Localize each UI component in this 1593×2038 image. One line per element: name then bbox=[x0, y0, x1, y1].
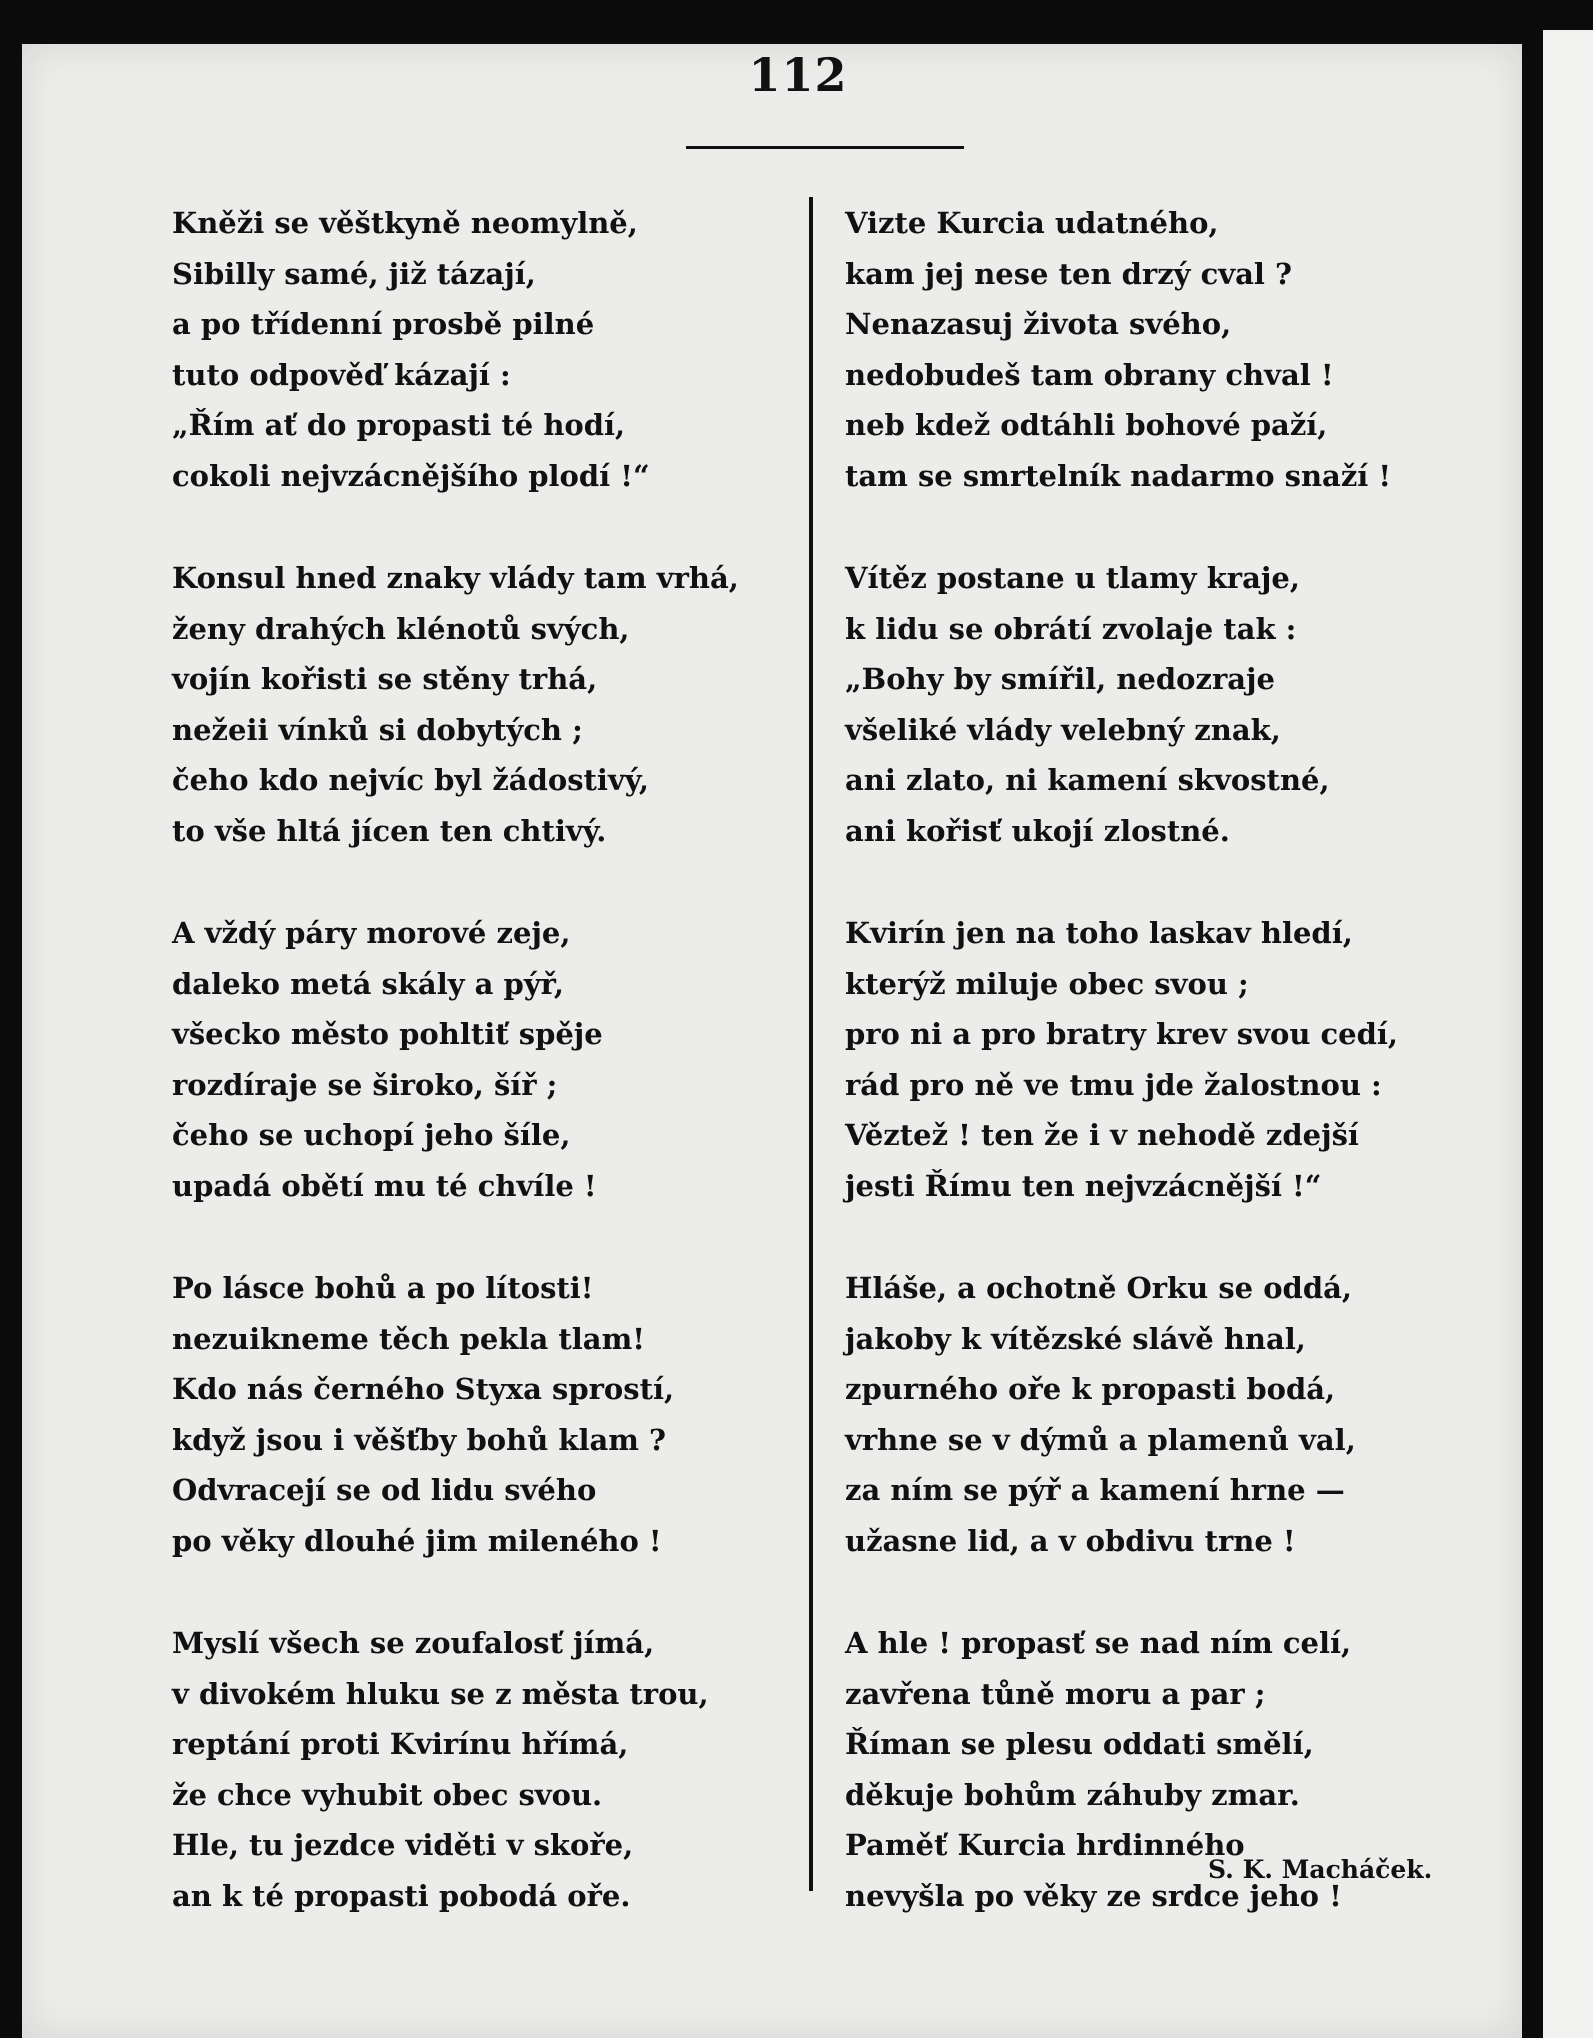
stanza bbox=[172, 198, 797, 501]
verse-line: čeho kdo nejvíc byl žádostivý, bbox=[172, 763, 649, 797]
next-page-edge bbox=[1543, 30, 1593, 2038]
verse-line: Věztež ! ten že i v nehodě zdejší bbox=[845, 1118, 1359, 1152]
column-divider bbox=[809, 197, 813, 1891]
verse-line: děkuje bohům záhuby zmar. bbox=[845, 1777, 1300, 1812]
verse-line: Kdo nás černého Styxa sprostí, bbox=[172, 1372, 675, 1406]
verse-line: a po třídenní prosbě pilné bbox=[172, 307, 595, 341]
verse-line: tam se smrtelník nadarmo snaží ! bbox=[845, 458, 1392, 493]
verse-line: tuto odpověď kázají : bbox=[172, 357, 511, 392]
author-signature: S. K. Macháček. bbox=[1208, 1855, 1433, 1884]
verse-line: reptání proti Kvirínu hřímá, bbox=[172, 1727, 629, 1761]
verse-line: daleko metá skály a pýř, bbox=[172, 966, 564, 1001]
verse-line: k lidu se obrátí zvolaje tak : bbox=[845, 611, 1297, 646]
verse-line: an k té propasti pobodá oře. bbox=[172, 1878, 631, 1913]
right-poem-column bbox=[845, 198, 1465, 1973]
verse-line: Říman se plesu oddati smělí, bbox=[845, 1727, 1314, 1761]
stanza bbox=[172, 908, 797, 1211]
verse-line: nezuikneme těch pekla tlam! bbox=[172, 1321, 645, 1356]
verse-line: A vždý páry morové zeje, bbox=[172, 916, 571, 950]
verse-line: cokoli nejvzácnějšího plodí !“ bbox=[172, 458, 650, 493]
verse-line: Po lásce bohů a po lítosti! bbox=[172, 1271, 594, 1305]
verse-line: za ním se pýř a kamení hrne — bbox=[845, 1473, 1345, 1507]
verse-line: v divokém hluku se z města trou, bbox=[172, 1676, 709, 1711]
verse-line: čeho se uchopí jeho šíle, bbox=[172, 1118, 571, 1152]
verse-line: Vizte Kurcia udatného, bbox=[845, 206, 1219, 240]
verse-line: když jsou i věšťby bohů klam ? bbox=[172, 1422, 667, 1457]
verse-line: kam jej nese ten drzý cval ? bbox=[845, 256, 1293, 291]
verse-line: Vítěz postane u tlamy kraje, bbox=[845, 561, 1300, 595]
verse-line: po věky dlouhé jim mileného ! bbox=[172, 1523, 662, 1558]
stanza bbox=[845, 1263, 1465, 1566]
verse-line: kterýž miluje obec svou ; bbox=[845, 966, 1249, 1001]
verse-line: to vše hltá jícen ten chtivý. bbox=[172, 813, 607, 848]
page-number-rule bbox=[686, 146, 964, 149]
verse-line: upadá obětí mu té chvíle ! bbox=[172, 1168, 597, 1203]
verse-line: zpurného oře k propasti bodá, bbox=[845, 1372, 1336, 1406]
verse-line: ani kořisť ukojí zlostné. bbox=[845, 813, 1230, 848]
verse-line: Konsul hned znaky vlády tam vrhá, bbox=[172, 561, 739, 595]
stanza bbox=[172, 1263, 797, 1566]
left-poem-column bbox=[172, 198, 797, 1973]
verse-line: vrhne se v dýmů a plamenů val, bbox=[845, 1422, 1356, 1457]
verse-line: vojín kořisti se stěny trhá, bbox=[172, 662, 598, 696]
verse-line: neb kdež odtáhli bohové paží, bbox=[845, 408, 1328, 442]
verse-line: Odvracejí se od lidu svého bbox=[172, 1473, 597, 1507]
verse-line: rozdíraje se široko, šíř ; bbox=[172, 1067, 558, 1102]
verse-line: ani zlato, ni kamení skvostné, bbox=[845, 763, 1330, 797]
verse-line: nevyšla po věky ze srdce jeho ! bbox=[845, 1878, 1342, 1913]
verse-line: všecko město pohltiť spěje bbox=[172, 1017, 603, 1051]
verse-line: jesti Římu ten nejvzácnější !“ bbox=[845, 1168, 1322, 1203]
verse-line: Nenazasuj života svého, bbox=[845, 307, 1232, 341]
verse-line: rád pro ně ve tmu jde žalostnou : bbox=[845, 1067, 1382, 1102]
verse-line: ženy drahých klénotů svých, bbox=[172, 611, 630, 646]
stanza bbox=[172, 553, 797, 856]
verse-line: Sibilly samé, již tázají, bbox=[172, 256, 536, 291]
verse-line: „Bohy by smířil, nedozraje bbox=[845, 662, 1275, 696]
verse-line: „Řím ať do propasti té hodí, bbox=[172, 408, 626, 442]
verse-line: že chce vyhubit obec svou. bbox=[172, 1777, 603, 1812]
verse-line: nežeii vínků si dobytých ; bbox=[172, 712, 583, 747]
verse-line: jakoby k vítězské slávě hnal, bbox=[845, 1321, 1306, 1356]
verse-line: všeliké vlády velebný znak, bbox=[845, 712, 1281, 747]
verse-line: Hle, tu jezdce viděti v skoře, bbox=[172, 1828, 634, 1862]
verse-line: Kněži se věštkyně neomylně, bbox=[172, 206, 638, 240]
verse-line: A hle ! propasť se nad ním celí, bbox=[845, 1626, 1352, 1660]
stanza bbox=[845, 908, 1465, 1211]
stanza bbox=[172, 1618, 797, 1921]
verse-line: zavřena tůně moru a par ; bbox=[845, 1676, 1266, 1711]
verse-line: Hláše, a ochotně Orku se oddá, bbox=[845, 1271, 1352, 1305]
verse-line: užasne lid, a v obdivu trne ! bbox=[845, 1523, 1296, 1558]
verse-line: pro ni a pro bratry krev svou cedí, bbox=[845, 1017, 1399, 1051]
stanza bbox=[845, 198, 1465, 501]
page-number: 112 bbox=[748, 48, 848, 102]
stanza bbox=[845, 553, 1465, 856]
verse-line: nedobudeš tam obrany chval ! bbox=[845, 357, 1334, 392]
verse-line: Paměť Kurcia hrdinného bbox=[845, 1828, 1245, 1862]
verse-line: Kvirín jen na toho laskav hledí, bbox=[845, 916, 1353, 950]
verse-line: Myslí všech se zoufalosť jímá, bbox=[172, 1626, 655, 1660]
